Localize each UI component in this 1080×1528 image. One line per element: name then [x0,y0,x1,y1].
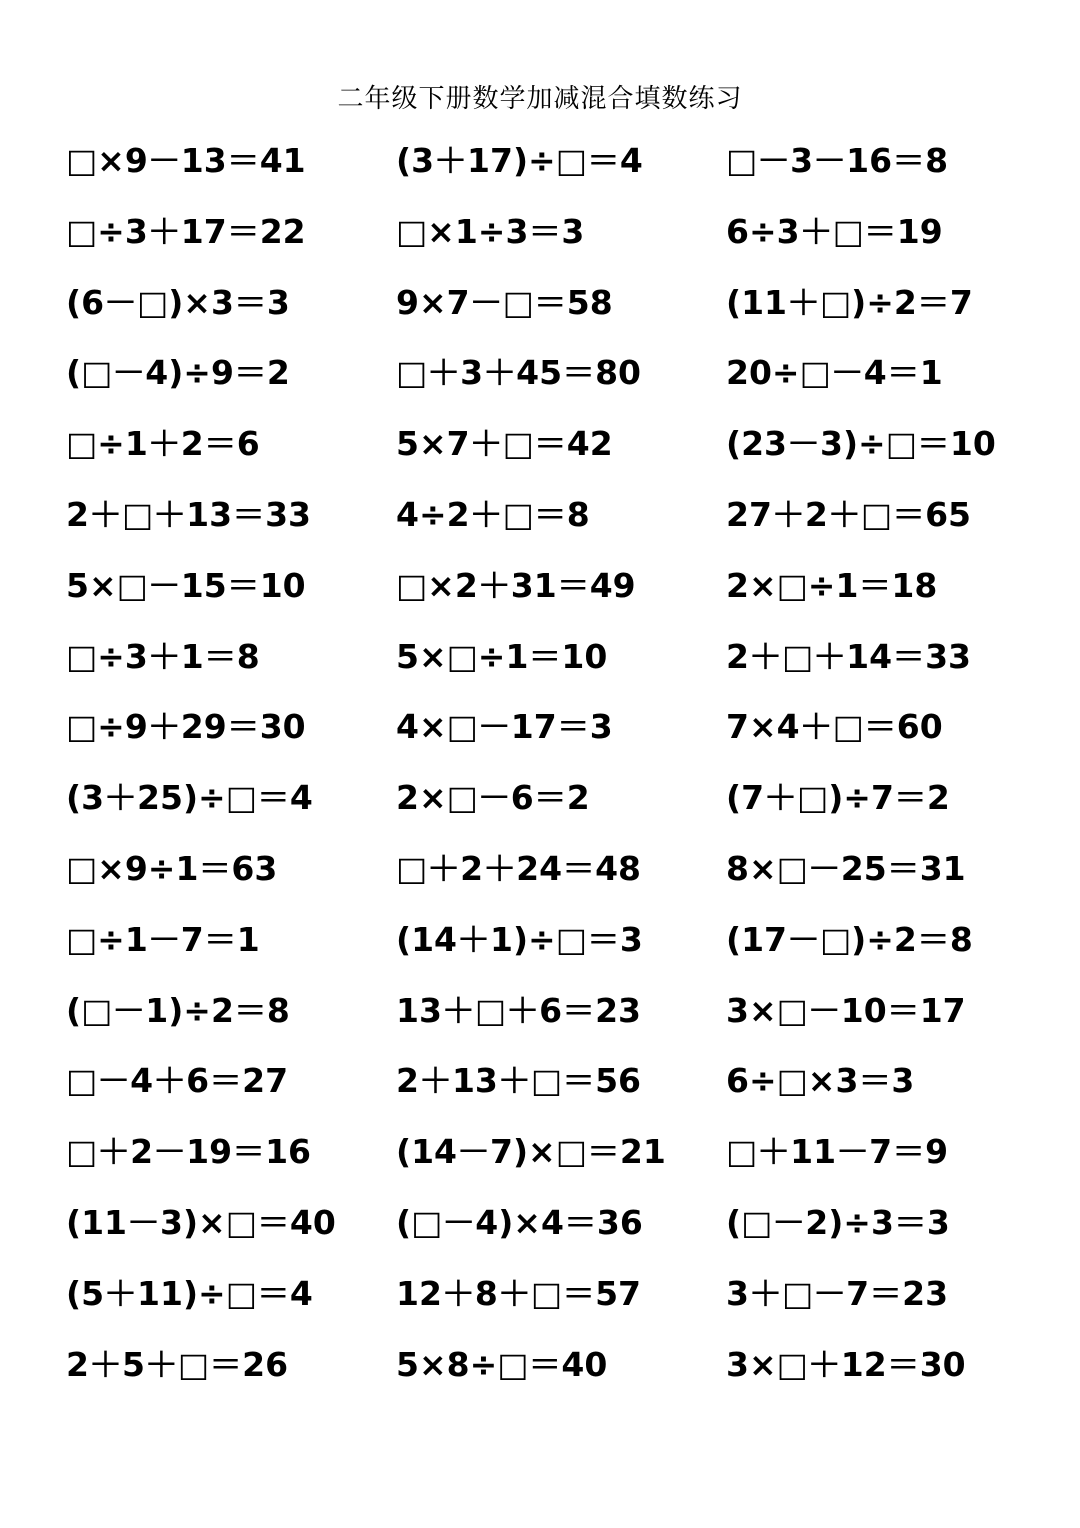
problem: (17－□)÷2＝8 [726,919,973,959]
problem: 2＋13＋□＝56 [396,1061,641,1101]
problem: 2×□－6＝2 [396,778,590,818]
problem: (3＋25)÷□＝4 [66,778,313,818]
problem: □＋2＋24＝48 [396,848,641,888]
problem: 3＋□－7＝23 [726,1273,949,1313]
problem: □×2＋31＝49 [396,565,636,605]
problem: □÷1＋2＝6 [66,424,260,464]
problem: □＋3＋45＝80 [396,353,641,393]
problem: □＋2－19＝16 [66,1132,311,1172]
problem: 27＋2＋□＝65 [726,494,971,534]
problem: (□－4)×4＝36 [396,1202,643,1242]
problem: (□－2)÷3＝3 [726,1202,950,1242]
problem: □×1÷3＝3 [396,211,585,251]
problem: □×9－13＝41 [66,141,306,180]
problem: 3×□－10＝17 [726,990,966,1030]
problem: (3＋17)÷□＝4 [396,141,643,180]
problem: 3×□＋12＝30 [726,1344,966,1384]
problem: 7×4＋□＝60 [726,707,943,747]
problem: □÷3＋1＝8 [66,636,260,676]
problem: □－3－16＝8 [726,141,949,180]
problem: □×9÷1＝63 [66,848,278,888]
problem: 4÷2＋□＝8 [396,494,590,534]
problem: (14＋1)÷□＝3 [396,919,643,959]
problem: 2×□÷1＝18 [726,565,938,605]
problem: 5×7＋□＝42 [396,424,613,464]
problem: 4×□－17＝3 [396,707,613,747]
problem: 6÷3＋□＝19 [726,211,943,251]
problem: 5×8÷□＝40 [396,1344,608,1384]
problem-grid [66,126,1056,1400]
problem: 5×□÷1＝10 [396,636,608,676]
problem: (□－4)÷9＝2 [66,353,290,393]
problem: 9×7－□＝58 [396,282,613,322]
problem: (□－1)÷2＝8 [66,990,290,1030]
problem: □－4＋6＝27 [66,1061,289,1101]
problem: (11＋□)÷2＝7 [726,282,973,322]
problem: 6÷□×3＝3 [726,1061,915,1101]
problem: 2＋□＋13＝33 [66,494,311,534]
problem: □÷3＋17＝22 [66,211,306,251]
problem: 12＋8＋□＝57 [396,1273,641,1313]
problem: (23－3)÷□＝10 [726,424,996,464]
problem: (7＋□)÷7＝2 [726,778,950,818]
problem: 13＋□＋6＝23 [396,990,641,1030]
problem: □÷9＋29＝30 [66,707,306,747]
problem: 8×□－25＝31 [726,848,966,888]
problem: (6－□)×3＝3 [66,282,290,322]
problem: (5＋11)÷□＝4 [66,1273,313,1313]
problem: 5×□－15＝10 [66,565,306,605]
problem: □÷1－7＝1 [66,919,260,959]
problem: 2＋5＋□＝26 [66,1344,289,1384]
problem: (14－7)×□＝21 [396,1132,666,1172]
problem: 2＋□＋14＝33 [726,636,971,676]
problem: (11－3)×□＝40 [66,1202,336,1242]
problem: 20÷□－4＝1 [726,353,943,393]
page-title: 二年级下册数学加减混合填数练习 [337,84,743,114]
problem: □＋11－7＝9 [726,1132,949,1172]
